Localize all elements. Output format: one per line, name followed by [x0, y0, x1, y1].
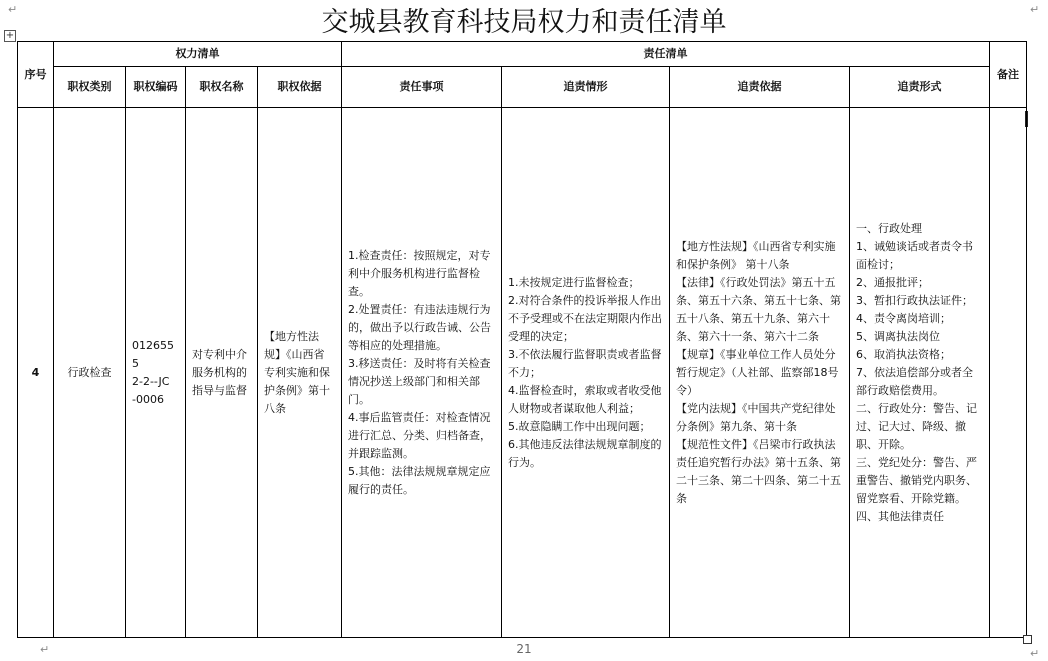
crop-mark-icon: ↵ — [8, 3, 18, 16]
header-accountability-basis: 追责依据 — [670, 67, 850, 108]
header-power-basis: 职权依据 — [258, 67, 342, 108]
header-power-list: 权力清单 — [54, 42, 342, 67]
header-duty-list: 责任清单 — [342, 42, 990, 67]
page-title: 交城县教育科技局权力和责任清单 — [321, 7, 727, 38]
cell-basis: 【地方性法规】《山西省专利实施和保护条例》第十八条 — [258, 108, 342, 638]
cell-accountability-basis: 【地方性法规】《山西省专利实施和保护条例》 第十八条 【法律】《行政处罚法》第五十五条、第五十六条、第五十七条、第五十八条、第五十九条、第六十条、第六十一条、第六十二条 【规章】《事业单位工作人员处分暂行规定》（人社部、监察部18号令） 【党内法规】《中国共产党纪律处分条例》第九条、第十条 【规范性文件】《吕梁市行政执法责任追究暂行办法》第十五条、第二十三条、第二十四条、第二十五条 — [670, 108, 850, 638]
cell-category: 行政检查 — [54, 108, 126, 638]
power-duty-table — [17, 41, 1027, 638]
header-power-name: 职权名称 — [186, 67, 258, 108]
cell-code: 0126555 2-2--JC -0006 — [126, 108, 186, 638]
crop-mark-icon: ↵ — [40, 643, 50, 656]
crop-mark-icon: ↵ — [1030, 647, 1040, 660]
crop-mark-icon: ↵ — [1030, 3, 1040, 16]
header-power-category: 职权类别 — [54, 67, 126, 108]
cell-accountability-forms: 一、行政处理 1、诫勉谈话或者责令书面检讨； 2、通报批评； 3、暂扣行政执法证件； 4、责令离岗培训； 5、调离执法岗位 6、取消执法资格； 7、依法追偿部分或者全部行政赔偿费用。 二、行政处分：警告、记过、记大过、降级、撤职、开除。 三、党纪处分：警告、严重警告、撤销党内职务、留党察看、开除党籍。 四、其他法律责任 — [850, 108, 990, 638]
header-accountability-cases: 追责情形 — [502, 67, 670, 108]
cell-name: 对专利中介服务机构的指导与监督 — [186, 108, 258, 638]
header-power-code: 职权编码 — [126, 67, 186, 108]
cell-remark — [990, 108, 1027, 638]
header-duty-items: 责任事项 — [342, 67, 502, 108]
cell-accountability-cases: 1.未按规定进行监督检查； 2.对符合条件的投诉举报人作出不予受理或不在法定期限内作出受理的决定； 3.不依法履行监督职责或者监督不力； 4.监督检查时，索取或者收受他人财物或者谋取他人利益； 5.故意隐瞒工作中出现问题； 6.其他违反法律法规规章制度的行为。 — [502, 108, 670, 638]
header-seq: 序号 — [18, 42, 54, 108]
header-accountability-forms: 追责形式 — [850, 67, 990, 108]
header-remark: 备注 — [990, 42, 1027, 108]
page-number: 21 — [516, 642, 532, 656]
cell-duty-items: 1.检查责任：按照规定，对专利中介服务机构进行监督检查。 2.处置责任：有违法违规行为的，做出予以行政告诫、公告等相应的处理措施。 3.移送责任：及时将有关检查情况抄送上级部门和相关部门。 4.事后监管责任：对检查情况进行汇总、分类、归档备查，并跟踪监测。 5.其他：法律法规规章规定应履行的责任。 — [342, 108, 502, 638]
table-move-handle-icon[interactable]: + — [5, 30, 15, 41]
cell-seq: 4 — [18, 108, 54, 638]
